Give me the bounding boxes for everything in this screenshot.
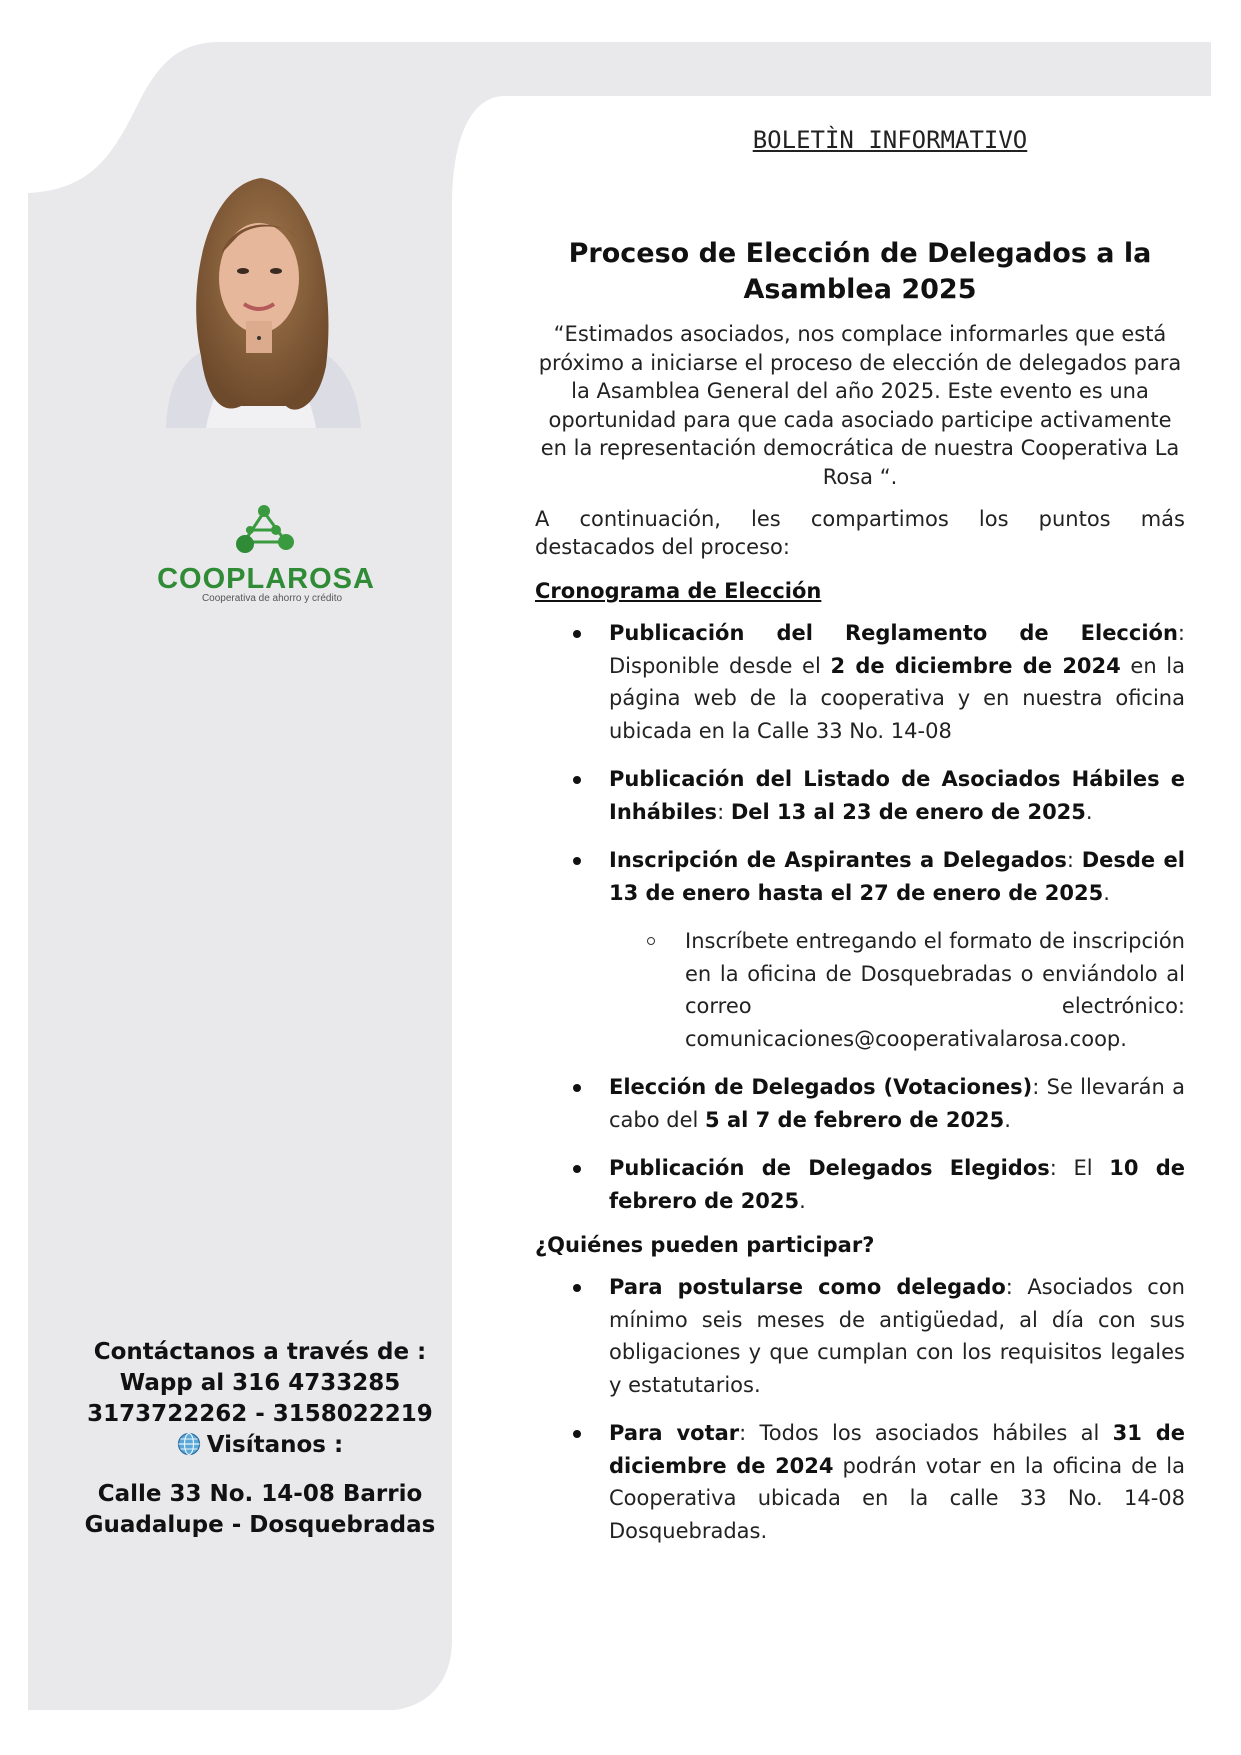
bullet-icon <box>573 1084 581 1092</box>
bullet-icon <box>573 1430 581 1438</box>
address-line-1: Calle 33 No. 14-08 Barrio <box>97 1481 423 1507</box>
visit-heading <box>60 1430 460 1461</box>
circle-bullet-icon <box>647 937 655 945</box>
participants-list <box>535 1271 1185 1547</box>
cooplarosa-logo <box>136 500 396 610</box>
globe-icon <box>177 1432 201 1456</box>
address-line-2: Guadalupe - Dosquebradas <box>84 1512 436 1538</box>
logo-text: COOPLAROSA <box>157 563 375 595</box>
lead-line-2: destacados del proceso: <box>535 535 790 559</box>
bullet-icon <box>573 776 581 784</box>
schedule-list-continued <box>535 1071 1185 1217</box>
list-item: Publicación de Delegados Elegidos: El 10 de febrero de 2025. <box>535 1152 1185 1217</box>
phone-numbers: 3173722262 - 3158022219 <box>87 1401 433 1427</box>
sub-list-item: Inscríbete entregando el formato de inscripción en la oficina de Dosquebradas o enviándolo al correo electrónico: comunicaciones@cooperativalarosa.coop. <box>535 925 1185 1055</box>
contact-heading: Contáctanos a través de : <box>93 1339 427 1365</box>
page-title: Proceso de Elección de Delegados a la Asamblea 2025 <box>568 238 1152 305</box>
schedule-list <box>535 617 1185 909</box>
list-item: Para postularse como delegado: Asociados con mínimo seis meses de antigüedad, al día con sus obligaciones y que cumplan con los requisitos legales y estatutarios. <box>535 1271 1185 1401</box>
list-item: Elección de Delegados (Votaciones): Se llevarán a cabo del 5 al 7 de febrero de 2025. <box>535 1071 1185 1136</box>
whatsapp-number: Wapp al 316 4733285 <box>119 1370 401 1396</box>
contact-block <box>60 1337 460 1541</box>
list-item: Inscripción de Aspirantes a Delegados: Desde el 13 de enero hasta el 27 de enero de 2025. <box>535 844 1185 909</box>
lead-line-1: A continuación, les compartimos los puntos más <box>535 507 1185 531</box>
main-content <box>535 236 1185 1563</box>
participants-heading: ¿Quiénes pueden participar? <box>535 1233 875 1257</box>
bulletin-title: BOLETÌN INFORMATIVO <box>752 126 1028 154</box>
bullet-icon <box>573 630 581 638</box>
schedule-heading: Cronograma de Elección <box>535 579 822 603</box>
intro-paragraph: “Estimados asociados, nos complace informarles que está próximo a iniciarse el proceso de elección de delegados para la Asamblea General del año 2025. Este evento es una oportunidad para que cada asociado participe activamente en la representación democrática de nuestra Cooperativa La Rosa “. <box>538 322 1182 489</box>
logo-tagline: Cooperativa de ahorro y crédito <box>201 593 343 604</box>
list-item: Publicación del Listado de Asociados Hábiles e Inhábiles: Del 13 al 23 de enero de 2025. <box>535 763 1185 828</box>
list-item: Para votar: Todos los asociados hábiles al 31 de diciembre de 2024 podrán votar en la oficina de la Cooperativa ubicada en la calle 33 No. 14-08 Dosquebradas. <box>535 1417 1185 1547</box>
list-item: Publicación del Reglamento de Elección: Disponible desde el 2 de diciembre de 2024 en la página web de la cooperativa y en nuestra oficina ubicada en la Calle 33 No. 14-08 <box>535 617 1185 747</box>
bullet-icon <box>573 1284 581 1292</box>
portrait-photo <box>146 166 376 428</box>
bullet-icon <box>573 857 581 865</box>
visit-label: Visítanos : <box>206 1432 344 1458</box>
bullet-icon <box>573 1165 581 1173</box>
